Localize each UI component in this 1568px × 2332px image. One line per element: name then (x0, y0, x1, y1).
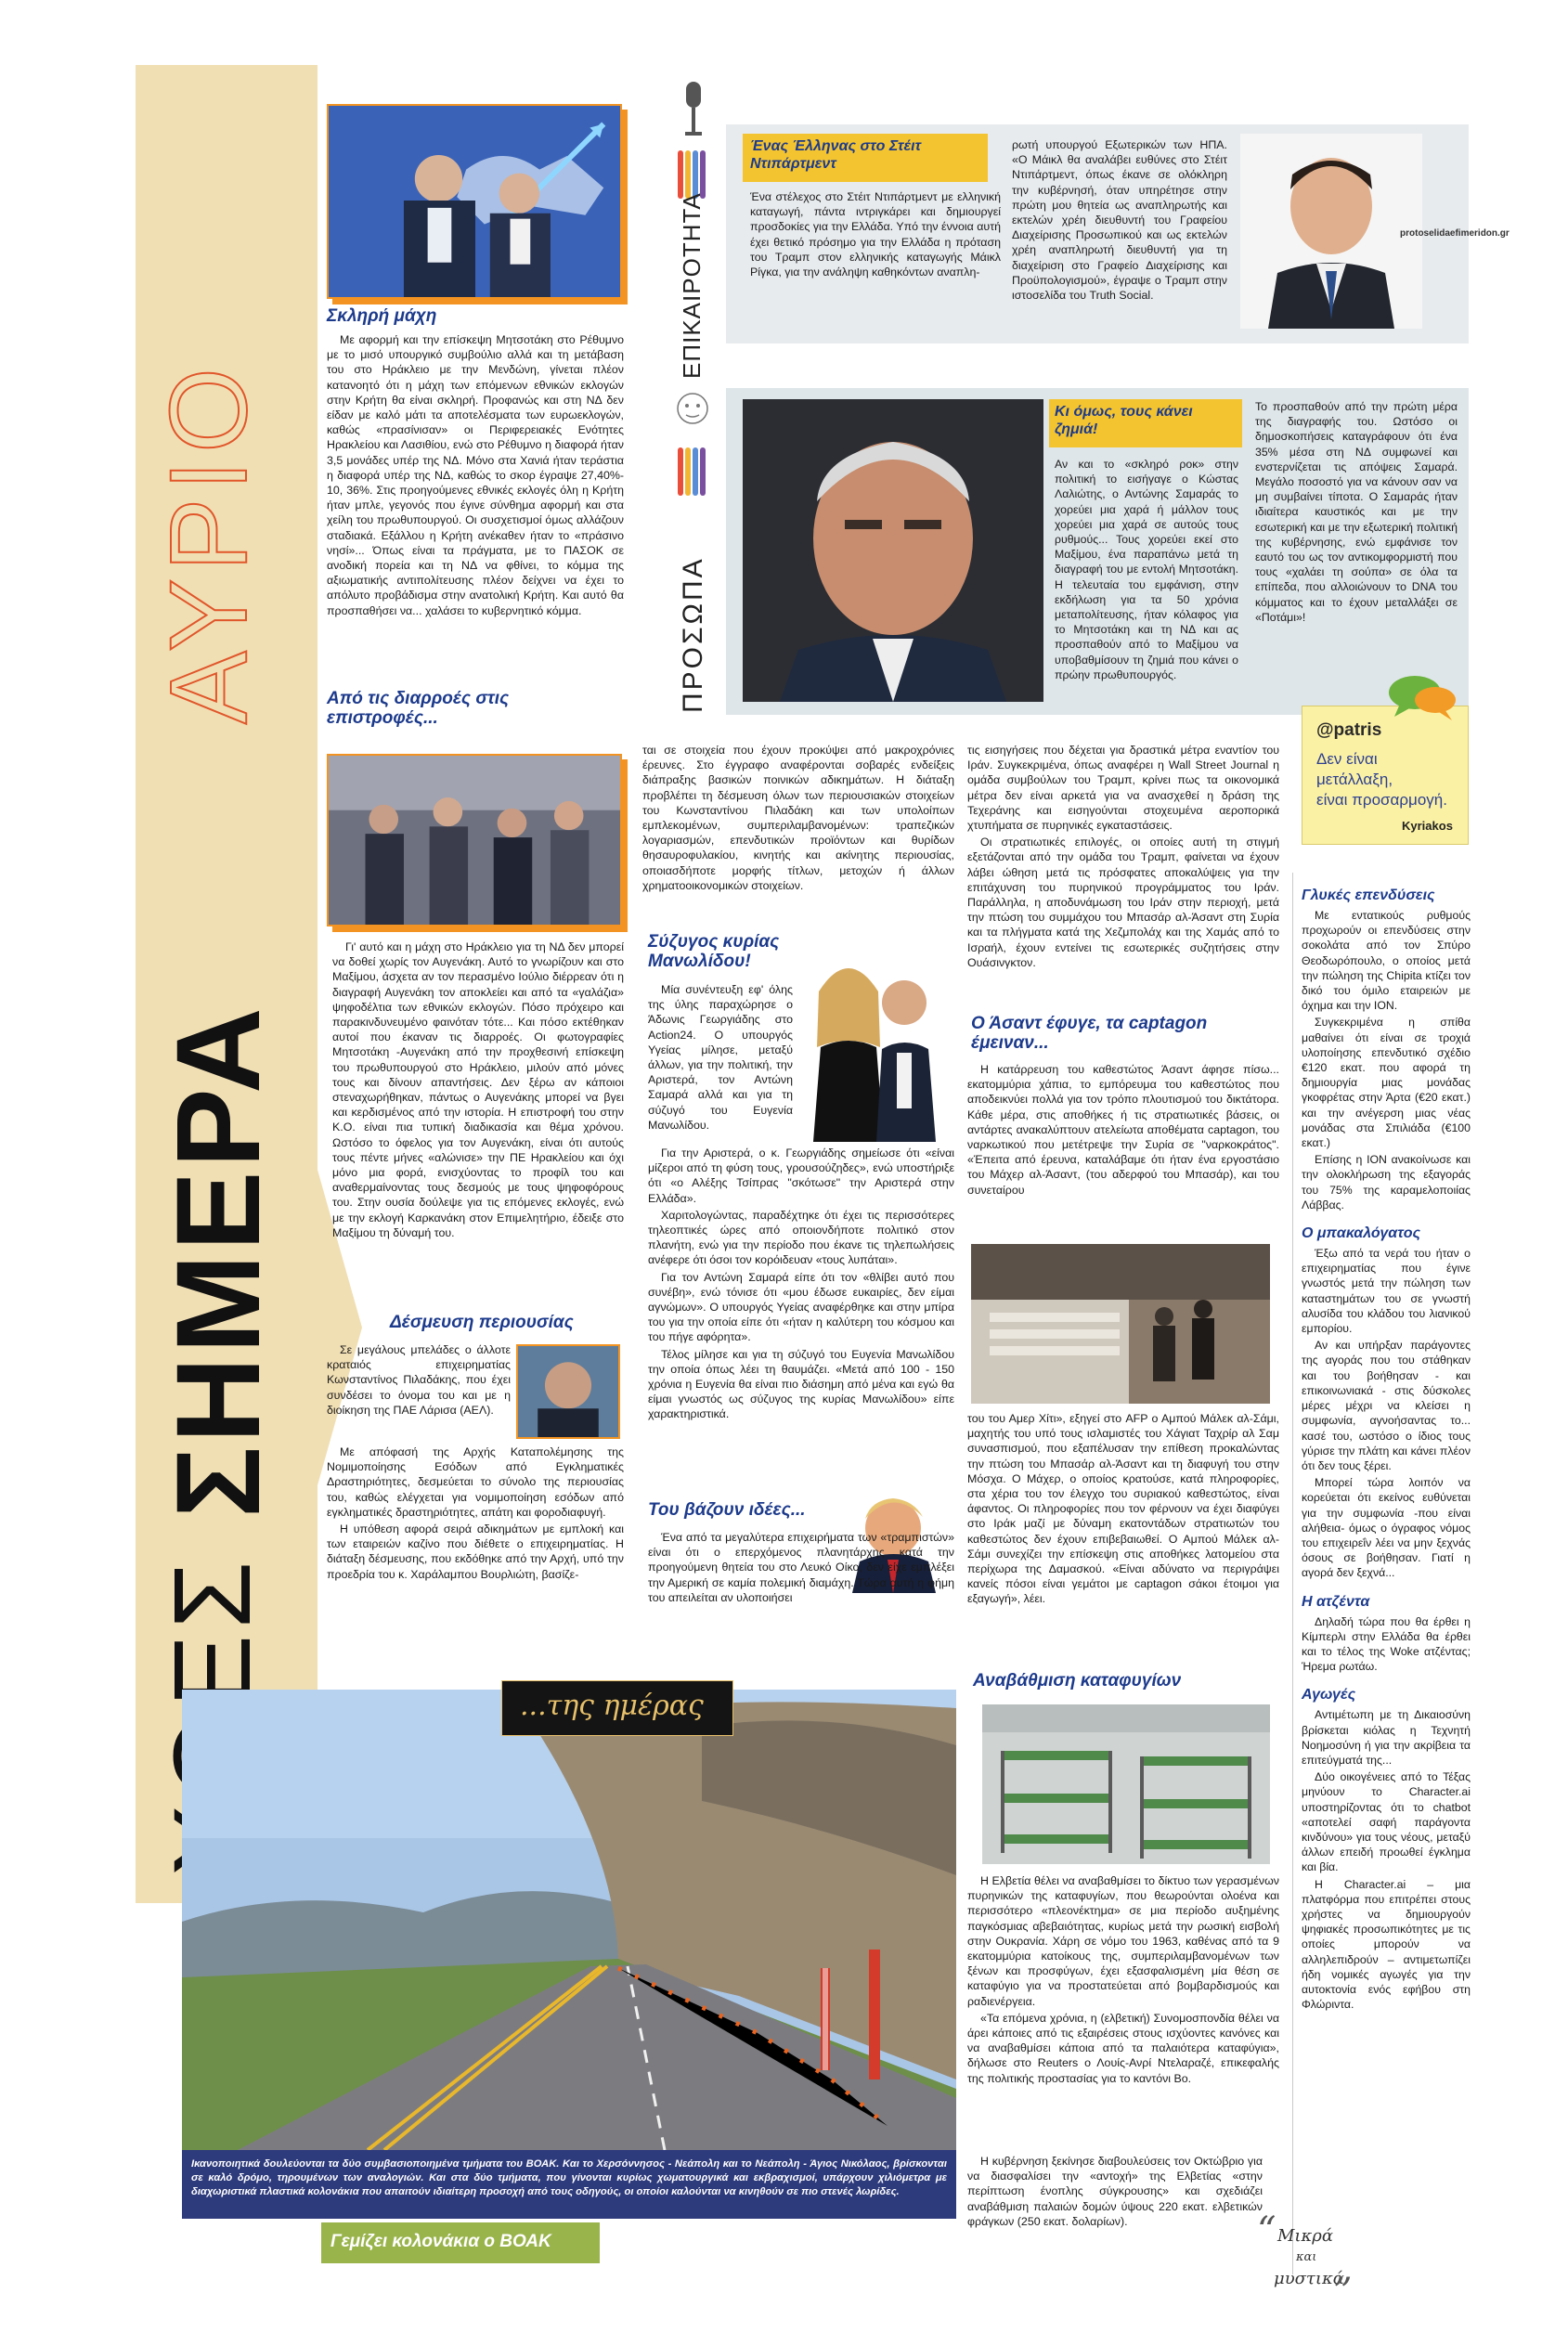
article-paragraph: Αν και το «σκληρό ροκ» στην πολιτική το εισήγαγε ο Κώστας Λαλιώτης, ο Αντώνης Σαμαράς το χορεύει μια χαρά ή μάλλον τους χορεύει μια χαρά σε αυτούς τους ρυθμούς... Τους χορεύει εκεί στο Μαξίμου, ένα παραπάνω μετά τη διαγραφή του με εντολή Μητσοτάκη. Η τελευταία του εμφάνιση, στην εκδήλωση για τα 50 χρόνια μεταπολίτευσης, ήταν κόλαφος για το Μητσοτάκη και τη ΝΔ και ας προσπαθούν από το Μαξίμου να υποβαθμίσουν τη ζημιά που κάνει ο πρώην πρωθυπουργός. (1055, 458, 1238, 681)
article-paragraph: Σε μεγάλους μπελάδες ο άλλοτε κραταιός επιχειρηματίας Κωνσταντίνος Πιλαδάκης, που έχει συνδέσει το όνομα του και με η διοίκηση της ΠΑΕ Λάρισα (ΑΕΛ). (327, 1343, 511, 1417)
section-label-epikairotita: ΕΠΙΚΑΙΡΟΤΗΤΑ (678, 192, 706, 379)
article-katafygia (967, 1873, 1279, 2088)
sidebar-divider (1292, 873, 1293, 2274)
article-paragraph: Αντιμέτωπη με τη Δικαιοσύνη βρίσκεται κιόλας η Τεχνητή Νοημοσύνη ή για την ακρίβεια τα επιτεύγματά της... (1302, 1708, 1471, 1767)
article-paragraph: ρωτή υπουργού Εξωτερικών των ΗΠΑ. «Ο Μάικλ θα αναλάβει ευθύνες στο Στέιτ Ντιπάρτμεντ, όπως έκανε σε ολόκληρη την κυβέρνησή, όταν υπηρέτησε στην πρώτη μου θητεία ως αναπληρωτής και εκτελών χρέη διευθυντή του Γραφείου Διαχείρισης Προσωπικού και ως εκτελών χρέη αναπληρωτή διευθυντή για τη διαχείριση στο Γραφείο Διαχείρισης και Προϋπολογισμού», έγραψε ο Τραμπ στην ιστοσελίδα του Truth Social. (1012, 138, 1227, 303)
article-paragraph: Έξω από τα νερά του ήταν ο επιχειρηματίας που έγινε γνωστός μετά την πώληση των καταστημάτων του σε γνωστή αλυσίδα του κλάδου του λιανικού εμπορίου. (1302, 1247, 1471, 1336)
article-paragraph: Δηλαδή τώρα που θα έρθει η Κίμπερλι στην Ελλάδα θα έρθει και το τέλος της Woke ατζέντας; Ήρεμα ρωτάω. (1302, 1614, 1471, 1674)
article-paragraph: Η Character.ai – μια πλατφόρμα που επιτρέπει στους χρήστες να δημιουργούν ψηφιακές προσωπικότητες με τις οποίες μπορούν να αλληλεπιδρούν – αντιμετωπίζει ήδη νομικές αγωγές για την αυτοκτονία ενός εφήβου στη Φλώριντα. (1302, 1877, 1471, 2012)
watermark-text: protoselidaefimeridon.gr (1400, 228, 1510, 239)
color-bars-icon (676, 446, 707, 498)
masthead-word-simera: ΣΗΜΕΡΑ (152, 1004, 285, 1518)
headline-glykes: Γλυκές επενδύσεις (1302, 887, 1435, 903)
article-paragraph: Συγκεκριμένα η σπίθα μαθαίνει ότι είναι σε τροχιά υλοποίησης επενδυτικό σχέδιο €120 εκατ. που αφορά τη δημιουργία μιας μονάδας γκοφρέτας στην Άρτα (€20 εκατ.) και την ανέγερση μιας νέας μονάδας στα Σπιλιάδα (€100 εκατ.) (1302, 1016, 1471, 1150)
mikra-word-1: Μικρά (1277, 2226, 1334, 2246)
article-paragraph: ται σε στοιχεία που έχουν προκύψει από μακροχρόνιες έρευνες. Στο έγγραφο αναφέρονται σοβαρές ενδείξεις διάπραξης βασικών ποινικών αδικημάτων. Η διάταξη προβλέπει τη δέσμευση όλων των περιουσιακών στοιχείων του Κωνσταντίνου Πιλαδάκη και των υπολοίπων εμπλεκομένων, συμπεριλαμβανομένων: τραπεζικών λογαριασμών, επενδυτικών προϊόντων και θυρίδων θησαυροφυλακίου, κινητής και ακίνητης περιουσίας, οποιασδήποτε μορφής τίτλων, μετοχών ή άλλων χρηματοοικονομικών στοιχείων. (642, 744, 954, 892)
piladakis-photo (516, 1344, 620, 1439)
article-kanei-zimia-2 (1255, 399, 1458, 627)
article-paragraph: Με απόφασή της Αρχής Καταπολέμησης της Νομιμοποίησης Εσόδων από Εγκληματικές Δραστηριότητες, δεσμεύεται το σύνολο της περιουσίας του, καθώς ελέγχεται για νομιμοποίηση εσόδων από εγκληματικές δραστηριότητες, απάτη και φοροδιαφυγή. (327, 1445, 624, 1519)
sidebar-text (1302, 908, 1471, 1212)
article-paragraph: Το προσπαθούν από την πρώτη μέρα της διαγραφής του. Ωστόσο οι δημοσκοπήσεις καταγράφουν ότι ένα 35% μέσα στη ΝΔ συμφωνεί και ενστερνίζεται τις απόψεις Σαμαρά. Μεγάλο ποσοστό για να κάνουν σαν να μη συμβαίνει τίποτα. Ο Σαμαράς ήταν ιδιαίτερα καυστικός και με την εσωτερική και με την εξωτερική πολιτική της κυβέρνησης, ενώ εμφάνισε τον εαυτό του ως τον αντικομφορμιστή που τους «χαλάει τη σούπα» σε όλα τα επίπεδα, που αλλοιώνουν το DNA του κόμματος και το έχουν μεταλλάξει σε «Ποτάμι»! (1255, 400, 1458, 624)
article-paragraph: Δύο οικογένειες από το Τέξας μηνύουν το Character.ai υποστηρίζοντας ότι το chatbot «αποτελεί σαφή παράγοντα κινδύνου» για τους νέους, μεταξύ άλλων επειδή προωθεί έγκλημα και βία. (1302, 1770, 1471, 1874)
article-paragraph: του του Αμερ Χίτι», εξηγεί στο AFP ο Αμπού Μάλεκ αλ-Σάμι, μαχητής του υπό τους ισλαμιστές του Χάγιατ Ταχρίρ αλ Σαμ συνασπισμού, που εξαπέλυσαν την επίθεση προκαλώντας την πτώση του Μπασάρ αλ-Άσαντ και τη διαφυγή του στην Μόσχα. Ο Μάχερ, ο οποίος κρατούσε, κατά πληροφορίες, στα χέρια του τον έλεγχο του συριακού καθεστώτος, είναι άφαντος. Οι πληροφορίες που τον φέρνουν να έχει διαφύγει στο Ιράκ μαζί με δύναμη εκατοντάδων στρατιωτών του καθεστώτος δεν έχουν επιβεβαιωθεί. Ο Αμπού Μάλεκ αλ-Σάμι συνεχίζει την επίσκεψη στις αποθήκες λατομείου στα περίχωρα της Δαμασκού. «Είναι αδύνατο να περιγράψει κανείς πόσοι είναι γεμάτοι με captagon σάκοι έτοιμοι για εξαγωγή», λέει. (967, 1412, 1279, 1606)
article-paragraph: Με εντατικούς ρυθμούς προχωρούν οι επενδύσεις στην σοκολάτα από τον Σπύρο Θεοδωρόπουλο, ο οποίος μετά την πώληση της Chipita κτίζει τον δικό του όμιλο εταιρειών με όχημα και την ΙΟΝ. (1302, 909, 1471, 1013)
samaras-photo (743, 399, 1043, 702)
quote-open-icon: “ (1257, 2209, 1276, 2252)
sidebar-text (1302, 1614, 1471, 1675)
headline-asad-captagon: Ο Άσαντ έφυγε, τα captagon έμειναν... (971, 1014, 1208, 1053)
headline-syzygos: Σύζυγος κυρίας Μανωλίδου! (648, 932, 780, 971)
headline-katafygia: Αναβάθμιση καταφυγίων (973, 1671, 1182, 1691)
article-katafygia-end (967, 2154, 1263, 2231)
speech-bubble-icon (1387, 672, 1458, 722)
article-paragraph: Οι στρατιωτικές επιλογές, οι οποίες αυτή τη στιγμή εξετάζονται από την ομάδα του Τραμπ, φαίνεται να έχουν λάβει ώθηση μετά τις πρόσφατες αποκαλύψεις για την επιτάχυνση του πυρηνικού προγράμματος του Ιράν. Παράλληλα, η αποδυνάμωση του Ιράν στην περιοχή, μετά την πτώση του συμμάχου του Μπασάρ αλ-Άσαντ στη Συρία και τα πλήγματα κατά της Χεζμπολάχ και της Χαμάς από το Ισραήλ, έχουν εντείνει τις εσωτερικές συζητήσεις στην Ουάσινγκτον. (967, 836, 1279, 969)
section-label-prosopa: ΠΡΟΣΩΠΑ (678, 556, 708, 713)
tis-imeras-label: ...της ημέρας (520, 1690, 704, 1722)
article-desmeusi-intro (327, 1342, 511, 1419)
article-iran (967, 743, 1279, 972)
article-captagon-cont (967, 1411, 1279, 1609)
right-sidebar (1302, 887, 1471, 2014)
crowd-photo (327, 754, 622, 926)
article-paragraph: Η υπόθεση αφορά σειρά αδικημάτων με εμπλοκή και των εταιρειών καζίνο που διέθετε ο επιχειρηματίας. Η διάταξη δέσμευσης, που εκδόθηκε από την Αρχή, υπό την προεδρία του κ. Χαράλαμπου Βουρλιώτη, βασίζε- (327, 1522, 624, 1581)
headline-diarroes: Από τις διαρροές στις επιστροφές... (327, 689, 510, 728)
headline-vazoun-idees: Του βάζουν ιδέες... (648, 1500, 806, 1520)
footer-title: Γεμίζει κολονάκια ο ΒΟΑΚ (330, 2232, 551, 2251)
article-paragraph: Τέλος μίλησε και για τη σύζυγό του Ευγενία Μανωλίδου την οποία όπως λέει τη θαυμάζει. «Μετά από 100 - 150 χρόνια η Ευγενία θα είναι πιο διάσημη από μένα και εγώ θα είμαι γνωστός ως σύζυγος της κυρίας Μανωλίδου» είπε χαρακτηριστικά. (648, 1347, 954, 1421)
headline-atzenta: Η ατζέντα (1302, 1593, 1370, 1610)
article-paragraph: Γι' αυτό και η μάχη στο Ηράκλειο για τη ΝΔ δεν μπορεί να δοθεί χωρίς τον Αυγενάκη. Αυτό το γνωρίζουν και στο Μαξίμου, άσχετα αν τον περασμένο Ιούλιο διέρρεαν ότι η διαγραφή Αυγενάκη τον αποκλείει και από τα «γαλάζια» ψηφοδέλτια των εθνικών εκλογών. Πόσο πρόχειρο και παρακινδυνευμένο φαινόταν τότε... Και πόσο εκτέθηκαν αυτοί που έκαναν τις διαρροές. Οι φωτογραφίες Μητσοτάκη -Αυγενάκη από την προχθεσινή επίσκεψη του πρωθυπουργού στο Ηράκλειο, μιλούν από μόνες τους και δίνουν απαντήσεις. Δεν ξέρω αν κάποιοι στεναχωρήθηκαν, πάντως ο Αυγενάκης μπορεί να βγει και κερδισμένος από την ιστορία. Η επιστροφή του στην Κ.Ο. είναι πια τυπική διαδικασία και θέμα χρόνου. Ωστόσο το όφελος για τον Αυγενάκη, είναι ότι αυτούς τους πέντε μήνες «αλώνισε» την ΠΕ Ηρακλείου και όχι μόνο μια φορά, ενισχύοντας το προφίλ του και αναθερμαίνοντας τους δεσμούς με τους ψηφοφόρους του. Στην ουσία δούλεψε για τις επόμενες εκλογές, ενώ με την εκλογή Καρκανάκη στον Επιμελητήριο, έδειξε στο Μαξίμου τη δύναμή του. (332, 940, 624, 1239)
michael-rigas-photo (1240, 134, 1422, 329)
sidebar-text (1302, 1707, 1471, 2012)
patris-line-3: είναι προσαρμογή. (1316, 791, 1447, 809)
headline-agoges: Αγωγές (1302, 1687, 1356, 1704)
article-paragraph: Μπορεί τώρα λοιπόν να κορεύεται ότι εκείνος ευθύνεται για την συμφωνία -που είναι αλήθεια- όμως ο όγραφος νόμος του επιχειρεΐν λέει να μην ξεχνάς όσους σε βοήθησαν. Γιατί η αγορά δεν ξεχνά... (1302, 1476, 1471, 1580)
article-paragraph: Με αφορμή και την επίσκεψη Μητσοτάκη στο Ρέθυμνο με το μισό υπουργικό συμβούλιο αλλά και τη μετάβαση του στο Ηράκλειο με την Μενδώνη, γίνεται πλέον κατανοητό ότι η μάχη των επόμενων εθνικών εκλογών στην Κρήτη θα είναι σκληρή. Προφανώς και στη ΝΔ δεν είδαν με καλό μάτι τα αποτελέσματα των ευρωεκλογών, καθώς «πρασίνισαν» οι Περιφερειακές Ενότητες Ηρακλείου και Λασιθίου, ενώ στο Ρέθυμνο η διαφορά ήταν 3,5 μονάδες υπέρ της ΝΔ. Μόνο στα Χανιά ήταν τεράστια η διαφορά υπέρ της ΝΔ, καθώς το σκορ έγραψε 27,40%- 10, 36%. Στις προηγούμενες εθνικές εκλογές όλη η Κρήτη ήταν μπλε, γεγονός που έγινε σύνθημα αφορμή και στα χείλη του πρωθυπουργού. Οι συσχετισμοί όμως αλλάζουν σταδιακά. Εξάλλου η Κρήτη ανέκαθεν ήταν το «πράσινο νησί»... Όπως είναι τα πράγματα, με το ΠΑΣΟΚ σε ανοδική πορεία και τη ΝΔ να φθίνει, το κόμμα της αξιωματικής αντιπολίτευσης πλέον δείχνει να έχει το απόλυτο προβάδισμα στην ανατολική Κρήτη. Και αυτό θα προσπαθήσει να... χαλάσει το κυβερνητικό κόμμα. (327, 333, 624, 617)
article-desmeusi (327, 1445, 624, 1584)
article-paragraph: Αν και υπήρξαν παράγοντες της αγοράς που του στάθηκαν και του βοήθησαν - και επικοινωνιακά - στις δύσκολες μέρες μέχρι να κλείσει η συμφωνία, αγνοήσαντας το... κασέ του, ωστόσο ο ίδιος τους γύρισε την πλάτη και κάνει πλέον ότι δεν τους ξέρει. (1302, 1339, 1471, 1472)
article-paragraph: «Τα επόμενα χρόνια, η (ελβετική) Συνομοσπονδία θέλει να άρει κάποιες από τις εξαιρέσεις στους ισχύοντες κανόνες και να αναβαθμίσει κάποια από τα παλαιότερα καταφύγια», δήλωσε στο Reuters ο Λουίς-Ανρί Ντελαραζέ, επικεφαλής της πολιτικής προστασίας για το καντόνι Βο. (967, 2011, 1279, 2085)
headline-desmeusi: Δέσμευση περιουσίας (390, 1313, 574, 1332)
headline-state-dept: Ένας Έλληνας στο Στέιτ Ντιπάρτμεντ (750, 138, 922, 172)
voak-road-photo (182, 1690, 956, 2150)
microphone-icon (681, 80, 706, 145)
photo-caption: Ικανοποιητικά δουλεύονται τα δύο συμβασιοποιημένα τμήματα του ΒΟΑΚ. Και το Χερσόννησος - Νεάπολη και το Νεάπολη - Άγιος Νικόλαος, βρίσκονται σε καλό δρόμο, τηρουμένων των αναλογιών. Και στα δύο τμήματα, που γίνονται κυρίως χωματουργικά και εκβραχισμοί, υπάρχουν χιλιόμετρα με διαχωριστικά πλαστικά κολονάκια που απαιτούν ιδιαίτερη προσοχή από τους οδηγούς, οι οποίοι καλούνται να κινηθούν σε πιο στενές λωρίδες. (191, 2158, 947, 2197)
patris-author: Kyriakos (1402, 819, 1453, 833)
georgiadis-manolidou-photo (797, 945, 949, 1142)
masthead-word-avrio: ΑΥΡΙΟ (148, 360, 270, 724)
patris-line-1: Δεν είναι (1316, 750, 1378, 768)
mikra-mystika-logo (1255, 2209, 1359, 2325)
article-captagon (967, 1062, 1279, 1199)
mikra-word-2: και (1296, 2250, 1317, 2264)
article-vazoun-idees (648, 1530, 954, 1607)
patris-handle: @patris (1316, 720, 1382, 740)
article-paragraph: Η Ελβετία θέλει να αναβαθμίσει το δίκτυο των γερασμένων πυρηνικών της καταφυγίων, που θεωρούνται ολοένα και περισσότερο «πλεονέκτημα» σε μια περίοδο αυξημένης παγκόσμιας αβεβαιότητας, κυρίως μετά την ρωσική εισβολή στην Ουκρανία. Χάρη σε νόμο του 1963, καθένας από τα 9 εκατομμύρια κατοίκους της, συμπεριλαμβανομένων των ξένων και προσφύγων, έχει εξασφαλισμένη μία θέση σε καταφύγιο για να προστατεύεται από βομβαρδισμούς και ραδιενέργεια. (967, 1874, 1279, 2008)
article-desmeusi-cont (642, 743, 954, 895)
article-kanei-zimia-1 (1055, 457, 1238, 684)
article-state-dept-2 (1012, 137, 1227, 304)
article-paragraph: Ένα στέλεχος στο Στέιτ Ντιπάρτμεντ με ελληνική καταγωγή, πάντα ιντριγκάρει και δημιουργεί προσδοκίες για την Ελλάδα. Υπό την έννοια αυτή έχει θετικό πρόσημο για την Ελλάδα η πρόταση του Τραμπ στον ελληνικής καταγωγής Μάικλ Ρίγκα, για την ανάληψη καθηκόντων αναπλη- (750, 190, 1001, 279)
face-sketch-icon (672, 388, 713, 429)
article-paragraph: Για την Αριστερά, ο κ. Γεωργιάδης σημείωσε ότι «είναι μίζεροι από τη φύση τους, γρουσούζηδες», ενώ υποστήριξε ότι «ο Αλέξης Τσίπρας "σκότωσε" την Αριστερά στην Ελλάδα». (648, 1147, 954, 1205)
patris-line-2: μετάλλαξη, (1316, 771, 1393, 788)
captagon-warehouse-photo (971, 1244, 1270, 1404)
headline-kanei-zimia: Κι όμως, τους κάνει ζημιά! (1055, 404, 1193, 437)
bunker-photo (982, 1704, 1270, 1864)
article-paragraph: Η κατάρρευση του καθεστώτος Άσαντ άφησε πίσω... εκατομμύρια χάπια, το εμπόρευμα του καθεστώτος που αποδεικνύει πολλά για τον τρόπο πλουτισμού του δικτάτορα. Κάθε μέρα, στις αποθήκες ή τις στρατιωτικές βάσεις, οι αντάρτες ανακαλύπτουν ατελείωτα αποθέματα captagon, του ναρκωτικού που μετέτρεψε την Συρία σε "ναρκοκράτος". «Έπειτα από έρευνα, καταλάβαμε ότι ήταν ένα εργοστάσιο του Μάχερ αλ-Άσαντ, (του αδερφού του Μπασάρ), και του συνεταίρου (967, 1063, 1279, 1197)
article-paragraph: Μία συνέντευξη εφ' όλης της ύλης παραχώρησε ο Άδωνις Γεωργιάδης στο Action24. Ο υπουργός Υγείας μίλησε, μεταξύ άλλων, για την πολιτική, την Αριστερά, τον Αντώνη Σαμαρά αλλά και για τη σύζυγό του Ευγενία Μανωλίδου. (648, 983, 793, 1132)
article-skliri-maxi (327, 332, 624, 620)
article-paragraph: Επίσης η ΙΟΝ ανακοίνωσε και την ολοκλήρωση της εξαγοράς του 75% της καραμελοποιίας Λάββας. (1302, 1153, 1471, 1211)
article-paragraph: Χαριτολογώντας, παραδέχτηκε ότι έχει τις περισσότερες τηλεοπτικές ώρες από οποιονδήποτε πολιτικό στον πλανήτη, ενώ για την περίοδο που έκανε τις τηλεπωλήσεις ανέφερε ότι όσοι τον κορόιδευαν «τους λυπάται». (648, 1208, 954, 1267)
mikra-word-3: μυστικά (1274, 2269, 1344, 2288)
article-paragraph: τις εισηγήσεις που δέχεται για δραστικά μέτρα εναντίον του Ιράν. Συγκεκριμένα, όπως αναφέρει η Wall Street Journal η ομάδα συμβούλων του Τραμπ, κρίνει πως τα οικονομικά μέτρα δεν είναι αρκετά για να ανασχεθεί η δράση της Τεχεράνης και εισηγούνται στοχευμένα αεροπορικά χτυπήματα σε πυρηνικές εγκαταστάσεις. (967, 744, 1279, 833)
article-state-dept-1 (750, 189, 1001, 281)
sidebar-text (1302, 1246, 1471, 1580)
headline-mpakalogatos: Ο μπακαλόγατος (1302, 1225, 1421, 1242)
article-paragraph: Για τον Αντώνη Σαμαρά είπε ότι τον «θλίβει αυτό που συνέβη», ενώ τόνισε ότι «μου έδωσε ευκαιρίες, δεν είμαι αγνώμων». Ο υπουργός Υγείας αναφέρθηκε και στην μπίρα του για την οποία είπε ότι «ήταν η καλύτερη του κόσμου και του πήγε αφόρητα». (648, 1270, 954, 1344)
article-syzygos-intro (648, 982, 793, 1134)
quote-close-icon: ” (1333, 2271, 1353, 2313)
mitsotakis-crete-photo (327, 104, 622, 299)
article-diarroes (327, 939, 624, 1242)
article-paragraph: Ένα από τα μεγαλύτερα επιχειρήματα των «τραμπιστών» είναι ότι ο επερχόμενος πλανητάρχης κατά την προηγούμενη θητεία του στο Λευκό Οίκο, δεν είχε εμπλέξει την Αμερική σε καμία πολεμική διαμάχη. Τώρα αυτή η φήμη του απειλείται αν υλοποιήσει (648, 1531, 954, 1604)
article-syzygos (648, 1146, 954, 1424)
article-paragraph: Η κυβέρνηση ξεκίνησε διαβουλεύσεις τον Οκτώβριο για να διασφαλίσει την «αντοχή» της Ελβετίας «στην περίπτωση ένοπλης σύγκρουσης» και σχεδιάζει αναβάθμιση παλαιών δομών ύψους 220 εκατ. ελβετικών φράγκων (250 εκατ. δολαρίων). (967, 2155, 1263, 2228)
headline-skliri-maxi: Σκληρή μάχη (327, 306, 437, 326)
